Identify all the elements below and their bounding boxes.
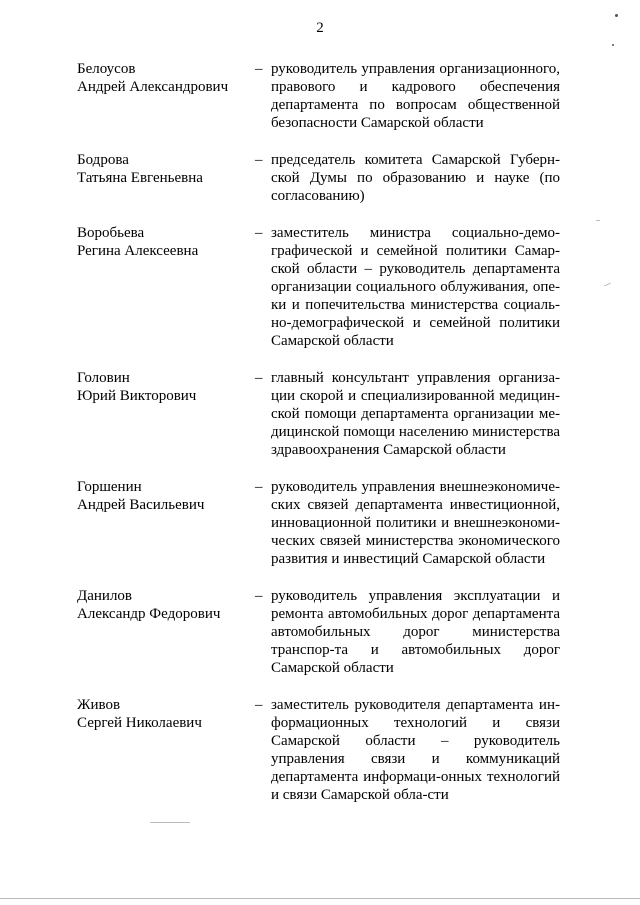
scan-edge bbox=[0, 898, 640, 899]
member-surname: Белоусов bbox=[77, 61, 136, 77]
member-surname: Воробьева bbox=[77, 225, 145, 241]
member-given-names: Регина Алексеевна bbox=[77, 243, 199, 259]
member-name bbox=[77, 587, 252, 623]
member-given-names: Андрей Васильевич bbox=[77, 497, 205, 513]
member-role: заместитель руководителя департамента ин-формационных технологий и связи Самарской области – руководитель управления связи и коммуникаций департамента информаци-онных технологий и связи Самарской обла-сти bbox=[271, 697, 560, 803]
scan-speck bbox=[615, 14, 618, 17]
member-role: руководитель управления внешнеэкономиче-ских связей департамента инвестиционной, инновационной политики и внешнеэкономи-ческих связей министерства экономического развития и инвестиций Самарской области bbox=[271, 479, 560, 567]
member-surname: Бодрова bbox=[77, 152, 129, 168]
member-entry bbox=[0, 478, 640, 568]
separator-dash: – bbox=[255, 152, 263, 168]
member-entry bbox=[0, 151, 640, 205]
member-name bbox=[77, 478, 252, 514]
scan-speck bbox=[612, 44, 614, 46]
member-given-names: Татьяна Евгеньевна bbox=[77, 170, 203, 186]
page-number: 2 bbox=[316, 20, 324, 36]
member-role: главный консультант управления организа-ции скорой и специализированной медицин-ской помощи департамента организации ме-дицинской помощи населению министерства здравоохранения Самарской области bbox=[271, 370, 560, 458]
member-role: руководитель управления организационного, правового и кадрового обеспечения департамента по вопросам общественной безопасности Самарской области bbox=[271, 61, 560, 131]
member-name bbox=[77, 151, 252, 187]
member-name bbox=[77, 60, 252, 96]
member-name bbox=[77, 369, 252, 405]
scan-streak bbox=[150, 822, 190, 823]
member-role: руководитель управления эксплуатации и ремонта автомобильных дорог департамента автомобильных дорог министерства транспор-та и автомобильных дорог Самарской области bbox=[271, 588, 560, 676]
member-given-names: Александр Федорович bbox=[77, 606, 221, 622]
member-surname: Живов bbox=[77, 697, 121, 713]
separator-dash: – bbox=[255, 370, 263, 386]
separator-dash: – bbox=[255, 697, 263, 713]
member-surname: Головин bbox=[77, 370, 130, 386]
member-entry bbox=[0, 224, 640, 350]
member-entry bbox=[0, 60, 640, 132]
member-given-names: Юрий Викторович bbox=[77, 388, 197, 404]
member-entry bbox=[0, 587, 640, 677]
member-given-names: Андрей Александрович bbox=[77, 79, 229, 95]
member-role: председатель комитета Самарской Губерн-ской Думы по образованию и науке (по согласованию) bbox=[271, 152, 560, 204]
member-entry bbox=[0, 369, 640, 459]
separator-dash: – bbox=[255, 225, 263, 241]
member-list bbox=[0, 60, 640, 804]
separator-dash: – bbox=[255, 479, 263, 495]
member-role: заместитель министра социально-демо-графической и семейной политики Самар-ской области – руководитель департамента организации социального облуживания, опе-ки и попечительства министерства социаль-но-демографической и семейной политики Самарской области bbox=[271, 225, 560, 349]
separator-dash: – bbox=[255, 61, 263, 77]
member-given-names: Сергей Николаевич bbox=[77, 715, 202, 731]
member-entry bbox=[0, 696, 640, 804]
member-name bbox=[77, 224, 252, 260]
separator-dash: – bbox=[255, 588, 263, 604]
member-surname: Данилов bbox=[77, 588, 133, 604]
member-name bbox=[77, 696, 252, 732]
scan-streak bbox=[596, 220, 600, 221]
member-surname: Горшенин bbox=[77, 479, 142, 495]
